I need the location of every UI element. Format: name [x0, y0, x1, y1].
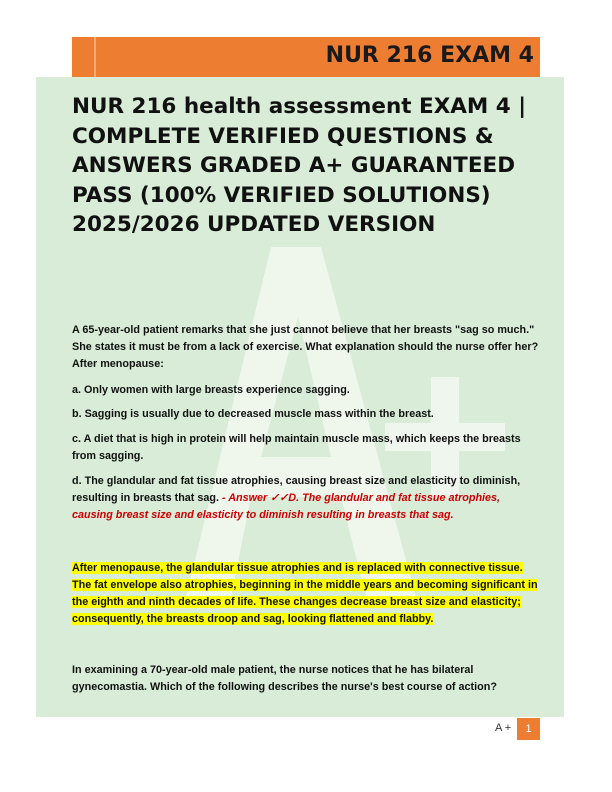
question-1-option-a: a. Only women with large breasts experience sagging. — [72, 384, 350, 396]
question-1-option-b: b. Sagging is usually due to decreased muscle mass within the breast. — [72, 408, 434, 420]
question-1-rationale: After menopause, the glandular tissue atrophies and is replaced with connective tissue. The fat envelope also atrophies, beginning in the middle years and becoming significant in the eighth and ninth decades of life. These changes decrease breast size and elasticity; consequently, the breasts droop and sag, looking flattened and flabby. — [72, 562, 538, 625]
header-bar — [72, 37, 540, 77]
question-1-stem: A 65-year-old patient remarks that she just cannot believe that her breasts "sag so much." She states it must be from a lack of exercise. What explanation should the nurse offer her? After menopause: — [72, 324, 539, 370]
page-number: 1 — [517, 718, 540, 740]
question-2-stem: In examining a 70-year-old male patient, the nurse notices that he has bilateral gynecomastia. Which of the following describes the nurse's best course of action? — [72, 664, 497, 693]
footer-label: A + — [495, 722, 512, 734]
document-title: NUR 216 health assessment EXAM 4 | COMPLETE VERIFIED QUESTIONS & ANSWERS GRADED A+ GUARANTEED PASS (100% VERIFIED SOLUTIONS) 2025/2026 UPDATED VERSION — [72, 94, 527, 237]
question-1-option-d-block — [72, 473, 540, 524]
question-1-answer: - Answer ✓✓D. The glandular and fat tissue atrophies, causing breast size and elasticity to diminish resulting in breasts that sag. — [72, 492, 501, 521]
header-accent-line — [94, 37, 96, 77]
question-1-rationale-block — [72, 560, 540, 628]
question-1-option-d: d. The glandular and fat tissue atrophies, causing breast size and elasticity to diminish, resulting in breasts that sag. — [72, 475, 521, 504]
header-title: NUR 216 EXAM 4 — [325, 43, 534, 68]
question-1-option-c: c. A diet that is high in protein will help maintain muscle mass, which keeps the breasts from sagging. — [72, 433, 521, 462]
